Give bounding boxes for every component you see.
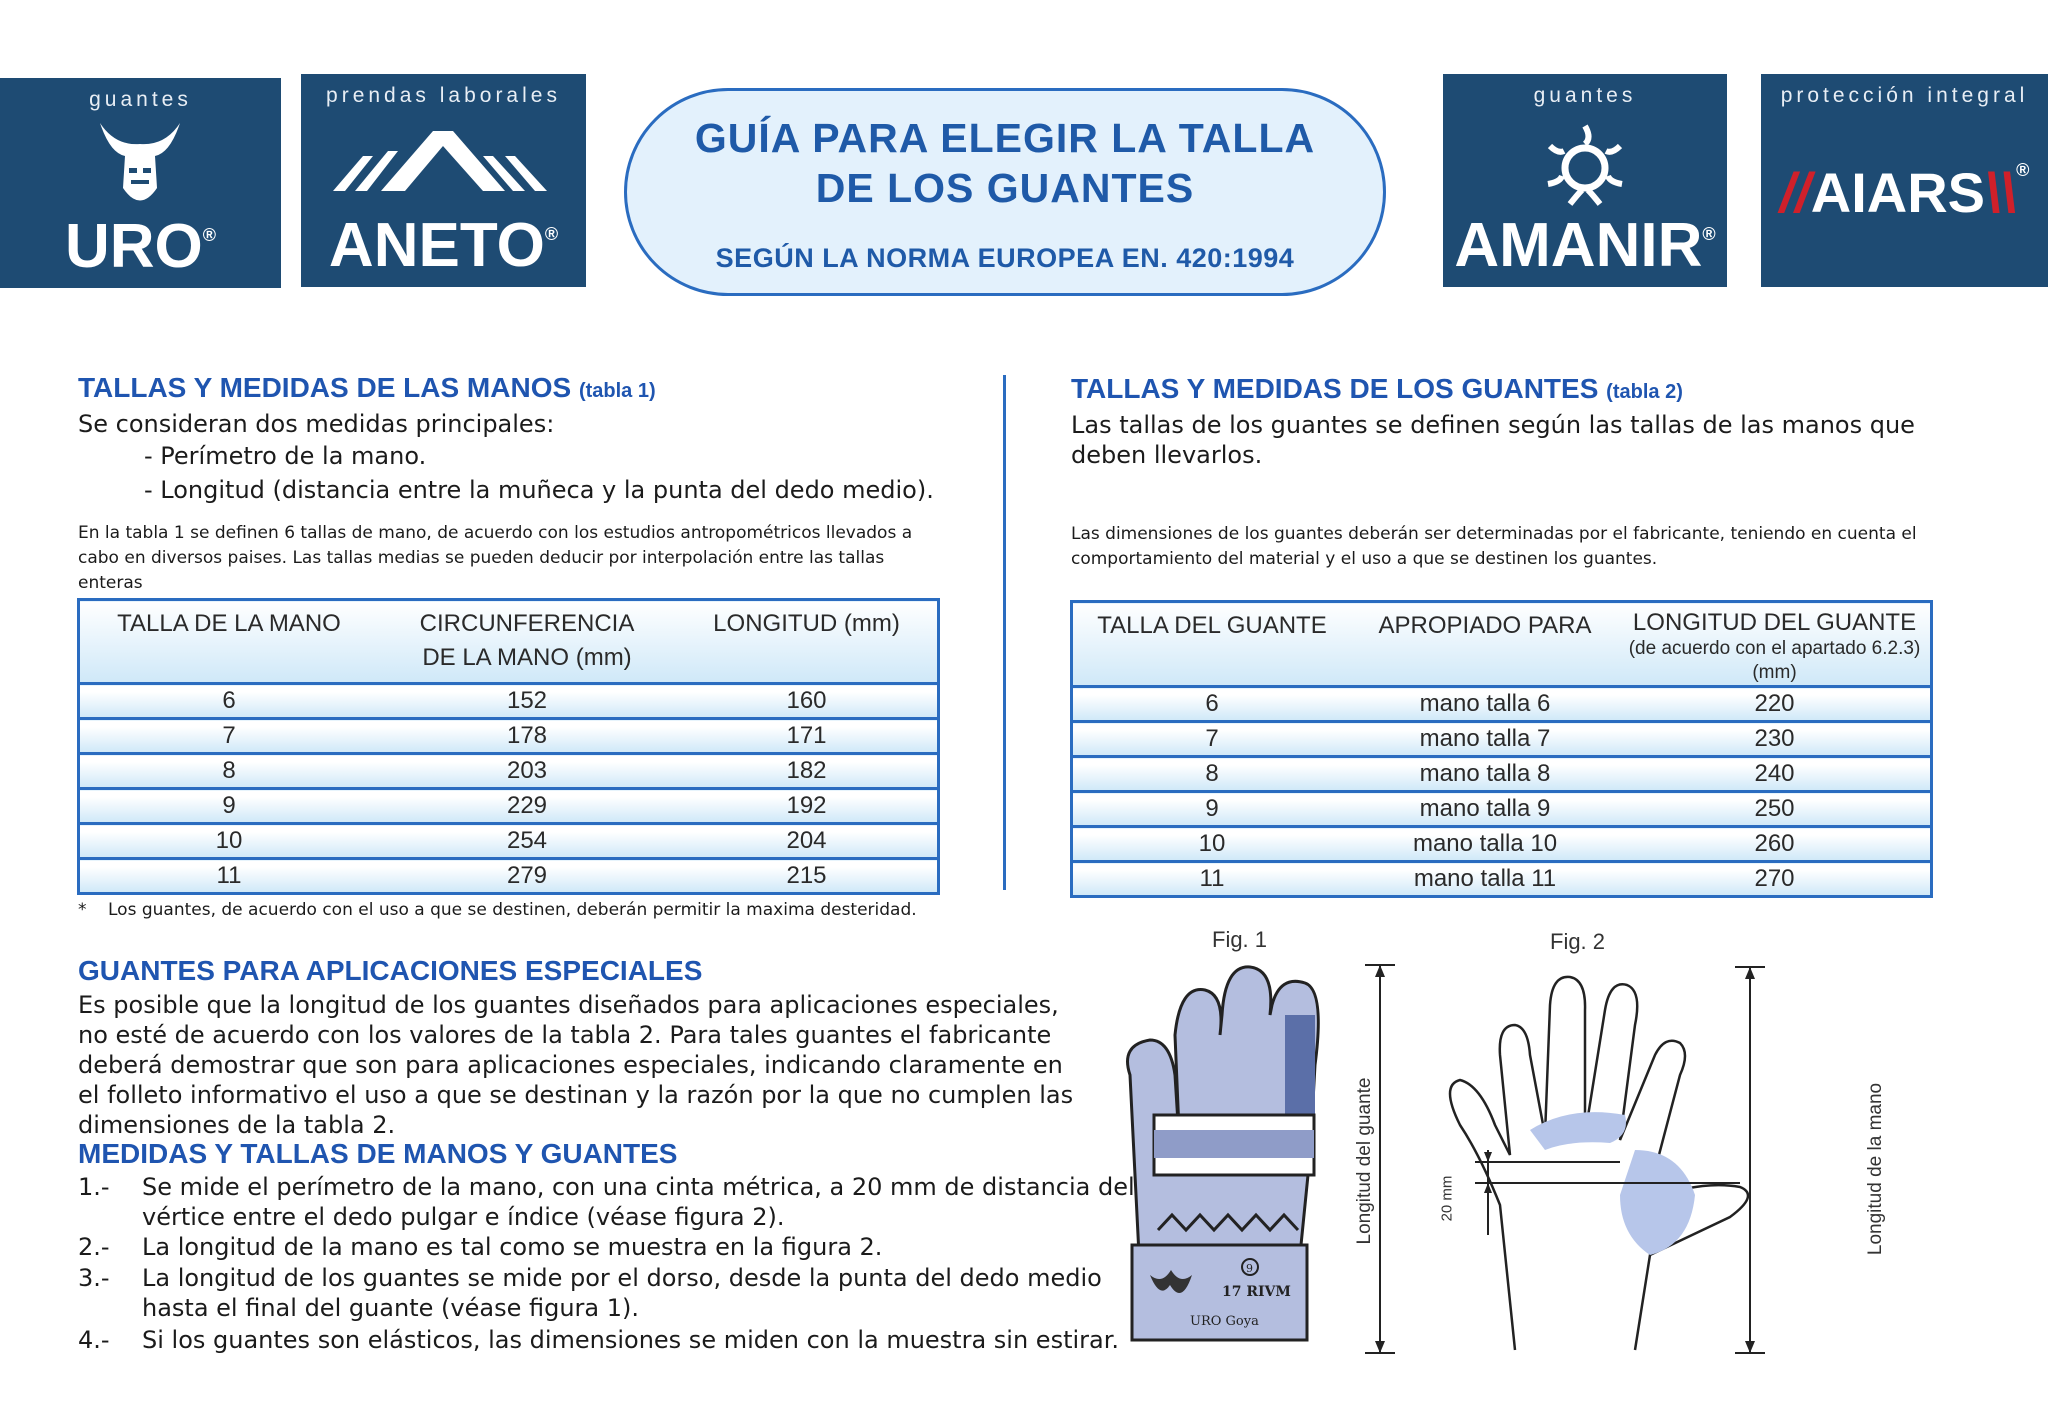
section1-heading [78, 372, 656, 404]
logo-aiars-brand: AIARS [1810, 161, 1985, 224]
col-header-glove-length-unit: (mm) [1752, 662, 1797, 683]
title-box [624, 88, 1386, 296]
table-cell: mano talla 9 [1351, 792, 1619, 827]
section3-body: Es posible que la longitud de los guantes diseñados para aplicaciones especiales, no esté de acuerdo con los valores de la tabla 2. Para tales guantes el fabricante deberá demostrar que son para aplicaciones especiales, indicando claramente en el folleto informativo el uso a que se destinan y la razón por la que no cumplen las dimensiones de la tabla 2. [78, 991, 1074, 1139]
table-cell: 7 [1072, 722, 1352, 757]
table-cell: 6 [1072, 687, 1352, 722]
fig2-mm-label: 20 mm [1438, 1175, 1456, 1222]
item-number: 4.- [78, 1326, 110, 1354]
hand-size-table [77, 598, 940, 895]
table-cell: 11 [79, 859, 379, 894]
item-text: Se mide el perímetro de la mano, con una cinta métrica, a 20 mm de distancia del vértice entre el dedo pulgar e índice (véase figura 2). [142, 1173, 1135, 1231]
title-line2: DE LOS GUANTES [815, 165, 1195, 211]
sun-icon [1530, 116, 1640, 216]
table-row [1072, 792, 1932, 827]
table-cell: 250 [1619, 792, 1932, 827]
table-cell: 254 [378, 824, 676, 859]
footnote-mark: * [78, 900, 87, 920]
section2-heading [1071, 373, 1683, 405]
bull-icon [95, 118, 185, 218]
fig2-axis-label: Longitud de la mano [1865, 1082, 1886, 1256]
logo-aneto [301, 74, 586, 287]
col-header-hand-size: TALLA DE LA MANO [79, 600, 379, 684]
section4-heading: MEDIDAS Y TALLAS DE MANOS Y GUANTES [78, 1138, 678, 1169]
fig1-label: Fig. 1 [1212, 927, 1268, 952]
section4-item-4 [78, 1325, 1120, 1355]
glove-size-table [1070, 600, 1933, 898]
slash-right-icon: \\ [1984, 161, 2017, 224]
table-cell: 6 [79, 684, 379, 719]
section2-note: Las dimensiones de los guantes deberán ser determinadas por el fabricante, teniendo en cuenta el comportamiento del material y el uso a que se destinen los guantes. [1071, 524, 1917, 569]
logo-aiars-reg: ® [2016, 160, 2030, 180]
section4-item-2 [78, 1232, 1078, 1262]
col-header-suitable-for: APROPIADO PARA [1351, 602, 1619, 687]
item-text: Si los guantes son elásticos, las dimensiones se miden con la muestra sin estirar. [142, 1326, 1120, 1354]
item-number: 2.- [78, 1233, 110, 1261]
table-row [79, 719, 939, 754]
section4-item-3 [78, 1263, 1102, 1323]
table-cell: 182 [676, 754, 939, 789]
table-cell: 270 [1619, 862, 1932, 897]
table-row [1072, 722, 1932, 757]
section1-heading-tag: (tabla 1) [578, 380, 656, 402]
section2-heading-tag: (tabla 2) [1606, 381, 1683, 403]
table-cell: 10 [1072, 827, 1352, 862]
logo-aiars [1761, 74, 2048, 287]
table-cell: 9 [79, 789, 379, 824]
mountain-icon [333, 126, 553, 196]
section1-heading-text: TALLAS Y MEDIDAS DE LAS MANOS [78, 372, 572, 403]
table-cell: mano talla 7 [1351, 722, 1619, 757]
table-row [79, 684, 939, 719]
logo-aiars-tag: protección integral [1780, 84, 2029, 107]
logo-amanir-tag: guantes [1533, 84, 1637, 107]
column-divider [1003, 375, 1006, 890]
col-header-length: LONGITUD (mm) [676, 600, 939, 684]
table-cell: 203 [378, 754, 676, 789]
table-cell: 279 [378, 859, 676, 894]
glove-size-table-body [1072, 687, 1932, 897]
table-row [1072, 687, 1932, 722]
section2-heading-text: TALLAS Y MEDIDAS DE LOS GUANTES [1071, 373, 1599, 404]
table-cell: mano talla 11 [1351, 862, 1619, 897]
logo-uro-tag: guantes [89, 88, 192, 111]
table-row [79, 789, 939, 824]
logo-aneto-reg: ® [544, 224, 559, 244]
col-header-glove-length-sub: (de acuerdo con el apartado 6.2.3) [1628, 638, 1921, 659]
logo-uro-reg: ® [202, 225, 217, 245]
table-cell: 220 [1619, 687, 1932, 722]
hand-illustration [1420, 955, 1780, 1355]
table-cell: mano talla 10 [1351, 827, 1619, 862]
logo-aneto-tag: prendas laborales [326, 84, 561, 107]
table-cell: 11 [1072, 862, 1352, 897]
table-cell: mano talla 6 [1351, 687, 1619, 722]
glove-number: 9 [1246, 1262, 1253, 1275]
table-row [1072, 862, 1932, 897]
section1-footnote [78, 898, 978, 923]
table-row [79, 754, 939, 789]
table-cell: 8 [79, 754, 379, 789]
table-cell: 178 [378, 719, 676, 754]
hand-size-table-body [79, 684, 939, 894]
logo-amanir-brand: AMANIR [1454, 211, 1703, 280]
title-line1: GUÍA PARA ELEGIR LA TALLA [694, 115, 1316, 161]
col-header-circumference [378, 600, 676, 684]
logo-uro-brand: URO [64, 212, 203, 281]
section3-heading: GUANTES PARA APLICACIONES ESPECIALES [78, 955, 703, 986]
item-number: 3.- [78, 1264, 110, 1292]
item-text: La longitud de los guantes se mide por el dorso, desde la punta del dedo medio hasta el final del guante (véase figura 1). [142, 1264, 1102, 1322]
footnote-text: Los guantes, de acuerdo con el uso a que se destinen, deberán permitir la maxima desteridad. [108, 900, 917, 920]
table-row [1072, 827, 1932, 862]
table-cell: 204 [676, 824, 939, 859]
logo-aiars-mark [1761, 160, 2048, 225]
table-cell: mano talla 8 [1351, 757, 1619, 792]
glove-brand-print: URO Goya [1190, 1314, 1259, 1329]
table-cell: 152 [378, 684, 676, 719]
table-header-row [79, 600, 939, 684]
section1-intro: Se consideran dos medidas principales: [78, 410, 555, 438]
section1-item1: - Perímetro de la mano. [144, 442, 427, 470]
table-cell: 10 [79, 824, 379, 859]
slash-left-icon: // [1779, 161, 1811, 224]
logo-amanir-reg: ® [1702, 224, 1716, 244]
col-header-glove-size: TALLA DEL GUANTE [1072, 602, 1352, 687]
section2-intro: Las tallas de los guantes se definen según las tallas de las manos que deben llevarlos. [1071, 411, 1915, 469]
section1-item2: - Longitud (distancia entre la muñeca y la punta del dedo medio). [144, 476, 934, 504]
table-cell: 9 [1072, 792, 1352, 827]
fig2-label: Fig. 2 [1550, 929, 1606, 954]
logo-uro [0, 78, 281, 288]
col-header-circumference-line1: CIRCUNFERENCIA [419, 610, 635, 637]
col-header-glove-length [1619, 602, 1932, 687]
table-cell: 240 [1619, 757, 1932, 792]
col-header-circumference-line2: DE LA MANO (mm) [422, 644, 632, 671]
item-number: 1.- [78, 1173, 110, 1201]
section4-item-1 [78, 1172, 1135, 1232]
table-cell: 8 [1072, 757, 1352, 792]
table-cell: 229 [378, 789, 676, 824]
table-cell: 230 [1619, 722, 1932, 757]
table-cell: 171 [676, 719, 939, 754]
table-cell: 160 [676, 684, 939, 719]
table-cell: 192 [676, 789, 939, 824]
table-cell: 7 [79, 719, 379, 754]
col-header-glove-length-main: LONGITUD DEL GUANTE [1632, 609, 1917, 636]
table-cell: 215 [676, 859, 939, 894]
table-row [79, 824, 939, 859]
table-row [79, 859, 939, 894]
table-row [1072, 757, 1932, 792]
table-cell: 260 [1619, 827, 1932, 862]
item-text: La longitud de la mano es tal como se muestra en la figura 2. [142, 1233, 883, 1261]
logo-amanir [1443, 74, 1727, 287]
title-subtitle: SEGÚN LA NORMA EUROPEA EN. 420:1994 [715, 243, 1295, 273]
glove-code: 17 RIVM [1222, 1284, 1291, 1300]
section1-note: En la tabla 1 se definen 6 tallas de mano, de acuerdo con los estudios antropométricos llevados a cabo en diversos paises. Las tallas medias se pueden deducir por interpolación entre las tallas enteras [78, 523, 913, 593]
logo-aneto-brand: ANETO [328, 211, 545, 280]
table-header-row [1072, 602, 1932, 687]
fig1-axis-label: Longitud del guante [1354, 1077, 1375, 1245]
